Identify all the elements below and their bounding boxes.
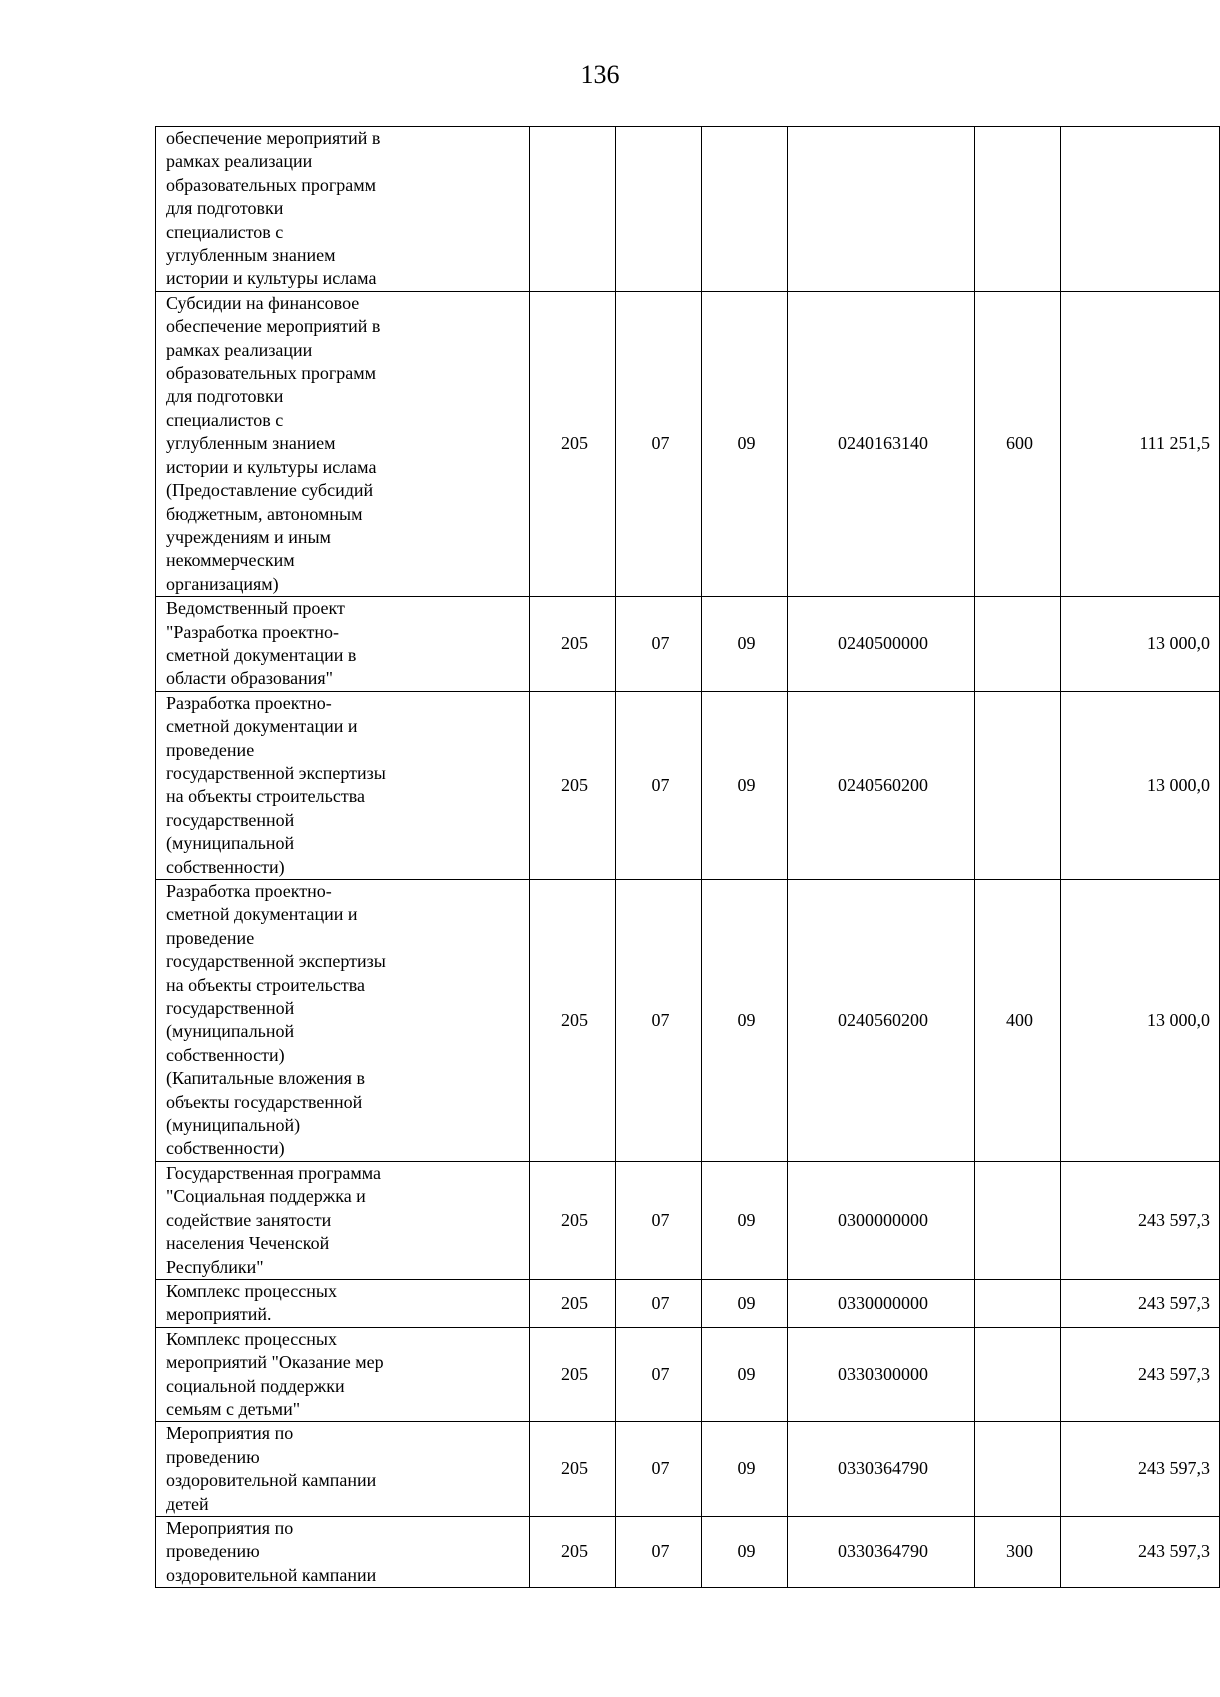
section-cell: 07 — [616, 291, 702, 596]
section-cell: 07 — [616, 691, 702, 879]
row-name-cell: Комплекс процессных мероприятий "Оказание мер социальной поддержки семьям с детьми" — [156, 1327, 530, 1422]
target-article-cell: 0240500000 — [788, 597, 975, 692]
amount-cell: 13 000,0 — [1061, 880, 1220, 1162]
table-row — [156, 1279, 1220, 1327]
section-cell: 07 — [616, 880, 702, 1162]
ministry-code-cell — [530, 127, 616, 292]
page-number: 136 — [580, 60, 620, 89]
section-cell: 07 — [616, 1161, 702, 1279]
subsection-cell: 09 — [702, 291, 788, 596]
target-article-cell: 0240560200 — [788, 880, 975, 1162]
ministry-code-cell: 205 — [530, 880, 616, 1162]
table-row — [156, 691, 1220, 879]
table-row — [156, 127, 1220, 292]
row-name-cell: обеспечение мероприятий в рамках реализации образовательных программ для подготовки специалистов с углубленным знанием истории и культуры ислама — [156, 127, 530, 292]
target-article-cell: 0300000000 — [788, 1161, 975, 1279]
target-article-cell: 0330300000 — [788, 1327, 975, 1422]
table-row — [156, 1422, 1220, 1517]
row-name-cell: Разработка проектно- сметной документации и проведение государственной экспертизы на объекты строительства государственной (муниципальной собственности) — [156, 691, 530, 879]
subsection-cell: 09 — [702, 880, 788, 1162]
expense-type-cell: 600 — [975, 291, 1061, 596]
target-article-cell: 0330364790 — [788, 1422, 975, 1517]
subsection-cell: 09 — [702, 691, 788, 879]
expense-type-cell — [975, 1279, 1061, 1327]
row-name-cell: Разработка проектно- сметной документации и проведение государственной экспертизы на объекты строительства государственной (муниципальной собственности) (Капитальные вложения в объекты государственной (муниципальной) собственности) — [156, 880, 530, 1162]
amount-cell: 243 597,3 — [1061, 1327, 1220, 1422]
section-cell: 07 — [616, 597, 702, 692]
target-article-cell: 0330000000 — [788, 1279, 975, 1327]
ministry-code-cell: 205 — [530, 597, 616, 692]
ministry-code-cell: 205 — [530, 1279, 616, 1327]
ministry-code-cell: 205 — [530, 691, 616, 879]
amount-cell: 13 000,0 — [1061, 691, 1220, 879]
subsection-cell: 09 — [702, 1279, 788, 1327]
target-article-cell: 0240560200 — [788, 691, 975, 879]
ministry-code-cell: 205 — [530, 291, 616, 596]
amount-cell: 243 597,3 — [1061, 1516, 1220, 1587]
ministry-code-cell: 205 — [530, 1161, 616, 1279]
section-cell: 07 — [616, 1279, 702, 1327]
row-name-cell: Комплекс процессных мероприятий. — [156, 1279, 530, 1327]
section-cell: 07 — [616, 1327, 702, 1422]
table-row — [156, 1161, 1220, 1279]
subsection-cell — [702, 127, 788, 292]
target-article-cell: 0240163140 — [788, 291, 975, 596]
expense-type-cell — [975, 1422, 1061, 1517]
amount-cell: 243 597,3 — [1061, 1161, 1220, 1279]
amount-cell — [1061, 127, 1220, 292]
subsection-cell: 09 — [702, 597, 788, 692]
target-article-cell — [788, 127, 975, 292]
table-row — [156, 1516, 1220, 1587]
table-row — [156, 597, 1220, 692]
row-name-cell: Государственная программа "Социальная поддержка и содействие занятости населения Чеченской Республики" — [156, 1161, 530, 1279]
expense-type-cell — [975, 691, 1061, 879]
ministry-code-cell: 205 — [530, 1327, 616, 1422]
row-name-cell: Мероприятия по проведению оздоровительной кампании детей — [156, 1422, 530, 1517]
expense-type-cell — [975, 597, 1061, 692]
subsection-cell: 09 — [702, 1327, 788, 1422]
amount-cell: 111 251,5 — [1061, 291, 1220, 596]
subsection-cell: 09 — [702, 1516, 788, 1587]
amount-cell: 243 597,3 — [1061, 1422, 1220, 1517]
expense-type-cell — [975, 1327, 1061, 1422]
ministry-code-cell: 205 — [530, 1422, 616, 1517]
section-cell: 07 — [616, 1516, 702, 1587]
row-name-cell: Субсидии на финансовое обеспечение мероприятий в рамках реализации образовательных программ для подготовки специалистов с углубленным знанием истории и культуры ислама (Предоставление субсидий бюджетным, автономным учреждениям и иным некоммерческим организациям) — [156, 291, 530, 596]
expense-type-cell — [975, 1161, 1061, 1279]
section-cell — [616, 127, 702, 292]
expense-type-cell: 400 — [975, 880, 1061, 1162]
expense-type-cell — [975, 127, 1061, 292]
section-cell: 07 — [616, 1422, 702, 1517]
budget-table — [155, 126, 1220, 1588]
target-article-cell: 0330364790 — [788, 1516, 975, 1587]
budget-table-body — [156, 127, 1220, 1588]
amount-cell: 13 000,0 — [1061, 597, 1220, 692]
expense-type-cell: 300 — [975, 1516, 1061, 1587]
table-row — [156, 291, 1220, 596]
table-row — [156, 1327, 1220, 1422]
subsection-cell: 09 — [702, 1422, 788, 1517]
row-name-cell: Мероприятия по проведению оздоровительной кампании — [156, 1516, 530, 1587]
table-row — [156, 880, 1220, 1162]
subsection-cell: 09 — [702, 1161, 788, 1279]
amount-cell: 243 597,3 — [1061, 1279, 1220, 1327]
ministry-code-cell: 205 — [530, 1516, 616, 1587]
row-name-cell: Ведомственный проект "Разработка проектно- сметной документации в области образования" — [156, 597, 530, 692]
